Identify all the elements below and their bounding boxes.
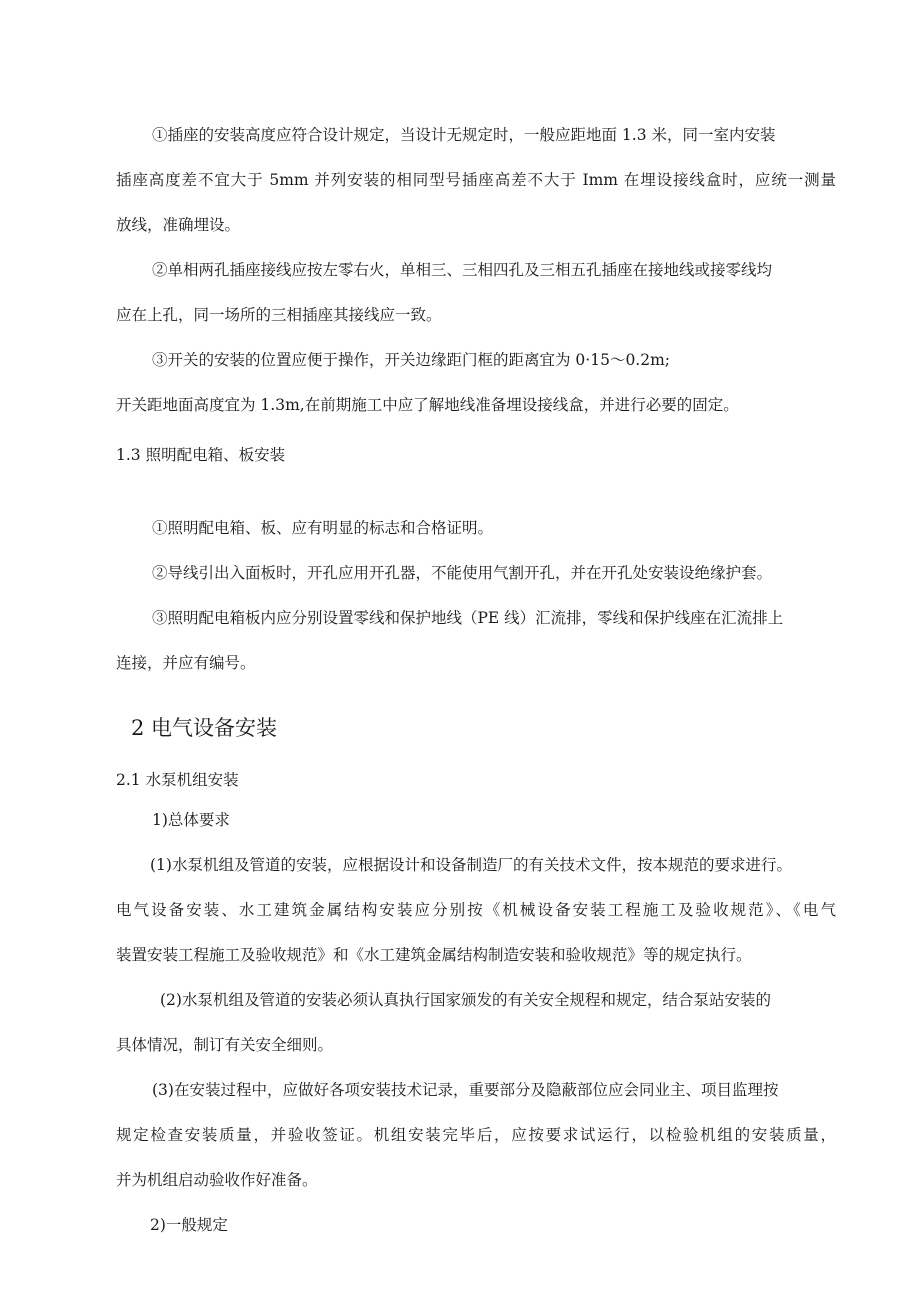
paragraph-line: (2)水泵机组及管道的安装必须认真执行国家颁发的有关安全规程和规定，结合泵站安装的 — [160, 991, 771, 1009]
section-heading: 2.1 水泵机组安装 — [116, 771, 239, 789]
paragraph-line: (1)水泵机组及管道的安装，应根据设计和设备制造厂的有关技术文件，按本规范的要求进行。 — [150, 856, 792, 874]
paragraph-line: 应在上孔，同一场所的三相插座其接线应一致。 — [116, 306, 442, 324]
paragraph-line: 装置安装工程施工及验收规范》和《水工建筑金属结构制造安装和验收规范》等的规定执行。 — [116, 946, 752, 964]
paragraph-line: ①插座的安装高度应符合设计规定，当设计无规定时，一般应距地面 1.3 米，同一室内安装 — [152, 126, 776, 144]
paragraph-line: 并为机组启动验收作好准备。 — [116, 1171, 318, 1189]
paragraph-line: 电气设备安装、水工建筑金属结构安装应分别按《机械设备安装工程施工及验收规范》、《电气 — [116, 901, 836, 919]
paragraph-line: ①照明配电箱、板、应有明显的标志和合格证明。 — [152, 519, 494, 537]
subsection-heading: 1)总体要求 — [152, 811, 230, 829]
paragraph-line: 规定检查安装质量，并验收签证。机组安装完毕后，应按要求试运行，以检验机组的安装质量， — [116, 1126, 836, 1144]
paragraph-line: 开关距地面高度宜为 1.3m,在前期施工中应了解地线准备埋设接线盒，并进行必要的固定。 — [116, 396, 739, 414]
paragraph-line: 插座高度差不宜大于 5mm 并列安装的相同型号插座高差不大于 Imm 在埋设接线盒时，应统一测量 — [116, 171, 836, 189]
paragraph-line: ③照明配电箱板内应分别设置零线和保护地线（PE 线）汇流排，零线和保护线座在汇流排上 — [152, 609, 784, 627]
paragraph-line: ②单相两孔插座接线应按左零右火，单相三、三相四孔及三相五孔插座在接地线或接零线均 — [152, 261, 773, 279]
paragraph-line: 连接，并应有编号。 — [116, 654, 256, 672]
paragraph-line: ③开关的安装的位置应便于操作，开关边缘距门框的距离宜为 0·15～0.2m; — [152, 351, 671, 369]
subsection-heading: 2)一般规定 — [150, 1216, 228, 1234]
chapter-heading: 2 电气设备安装 — [131, 716, 278, 740]
paragraph-line: (3)在安装过程中，应做好各项安装技术记录，重要部分及隐蔽部位应会同业主、项目监理按 — [152, 1081, 779, 1099]
paragraph-line: 具体情况，制订有关安全细则。 — [116, 1036, 334, 1054]
paragraph-line: ②导线引出入面板时，开孔应用开孔器，不能使用气割开孔，并在开孔处安装设绝缘护套。 — [152, 564, 773, 582]
paragraph-line: 放线，准确埋设。 — [116, 216, 241, 234]
section-heading: 1.3 照明配电箱、板安装 — [116, 446, 286, 464]
